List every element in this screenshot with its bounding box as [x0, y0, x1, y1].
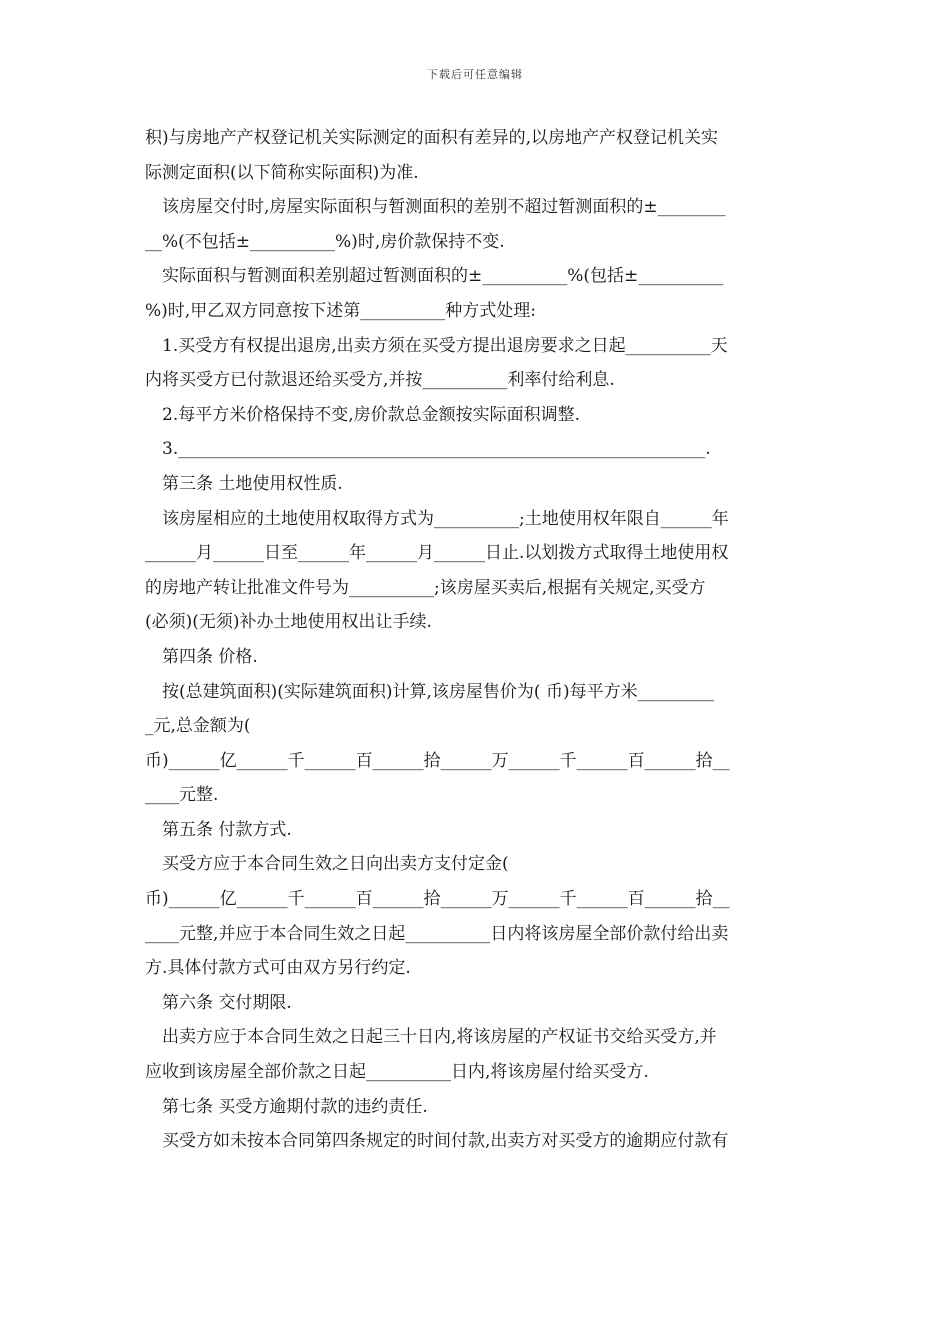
paragraph-line: 币)______亿______千______百______拾______万______千______百______拾__: [145, 889, 730, 910]
paragraph-line: __%(不包括±__________%)时,房价款保持不变.: [145, 231, 505, 252]
paragraph-line: 第五条 付款方式.: [162, 819, 292, 840]
paragraph-line: 第六条 交付期限.: [162, 992, 292, 1013]
document-body: [145, 121, 811, 1159]
paragraph-line: 出卖方应于本合同生效之日起三十日内,将该房屋的产权证书交给买受方,并: [162, 1027, 717, 1048]
paragraph-line: 内将买受方已付款退还给买受方,并按__________利率付给利息.: [145, 370, 615, 391]
paragraph-line: 买受方如未按本合同第四条规定的时间付款,出卖方对买受方的逾期应付款有: [162, 1131, 729, 1152]
paragraph-line: 方.具体付款方式可由双方另行约定.: [145, 958, 411, 979]
paragraph-line: 际测定面积(以下简称实际面积)为准.: [145, 162, 419, 183]
paragraph-line: ____元整,并应于本合同生效之日起__________日内将该房屋全部价款付给出卖: [145, 923, 729, 944]
paragraph-line: %)时,甲乙双方同意按下述第__________种方式处理:: [145, 300, 536, 321]
paragraph-line: 积)与房地产产权登记机关实际测定的面积有差异的,以房地产产权登记机关实: [145, 128, 719, 148]
paragraph-line: 1.买受方有权提出退房,出卖方须在买受方提出退房要求之日起__________天: [162, 335, 728, 356]
paragraph-line: _元,总金额为(: [145, 716, 251, 737]
paragraph-line: ____元整.: [145, 785, 219, 806]
paragraph-line: 应收到该房屋全部价款之日起__________日内,将该房屋付给买受方.: [145, 1062, 649, 1083]
paragraph-line: (必须)(无须)补办土地使用权出让手续.: [145, 612, 432, 633]
paragraph-line: 的房地产转让批准文件号为__________;该房屋买卖后,根据有关规定,买受方: [145, 577, 706, 598]
paragraph-line: 按(总建筑面积)(实际建筑面积)计算,该房屋售价为( 币)每平方米_________: [162, 681, 715, 702]
page-header: 下载后可任意编辑: [427, 68, 523, 81]
paragraph-line: ______月______日至______年______月______日止.以划拨方式取得土地使用权: [145, 543, 729, 564]
paragraph-line: 买受方应于本合同生效之日向出卖方支付定金(: [162, 854, 509, 875]
paragraph-line: 该房屋交付时,房屋实际面积与暂测面积的差别不超过暂测面积的±________: [162, 197, 726, 218]
paragraph-line: 第七条 买受方逾期付款的违约责任.: [162, 1096, 428, 1117]
paragraph-line: 实际面积与暂测面积差别超过暂测面积的±__________%(包括±__________: [162, 266, 724, 287]
paragraph-line: 该房屋相应的土地使用权取得方式为__________;土地使用权年限自______年: [162, 508, 729, 529]
paragraph-line: 币)______亿______千______百______拾______万______千______百______拾__: [145, 750, 730, 771]
paragraph-line: 3.______________________________________________________________.: [162, 439, 711, 460]
paragraph-line: 第三条 土地使用权性质.: [162, 473, 343, 494]
paragraph-line: 第四条 价格.: [162, 646, 258, 667]
paragraph-line: 2.每平方米价格保持不变,房价款总金额按实际面积调整.: [162, 404, 581, 425]
